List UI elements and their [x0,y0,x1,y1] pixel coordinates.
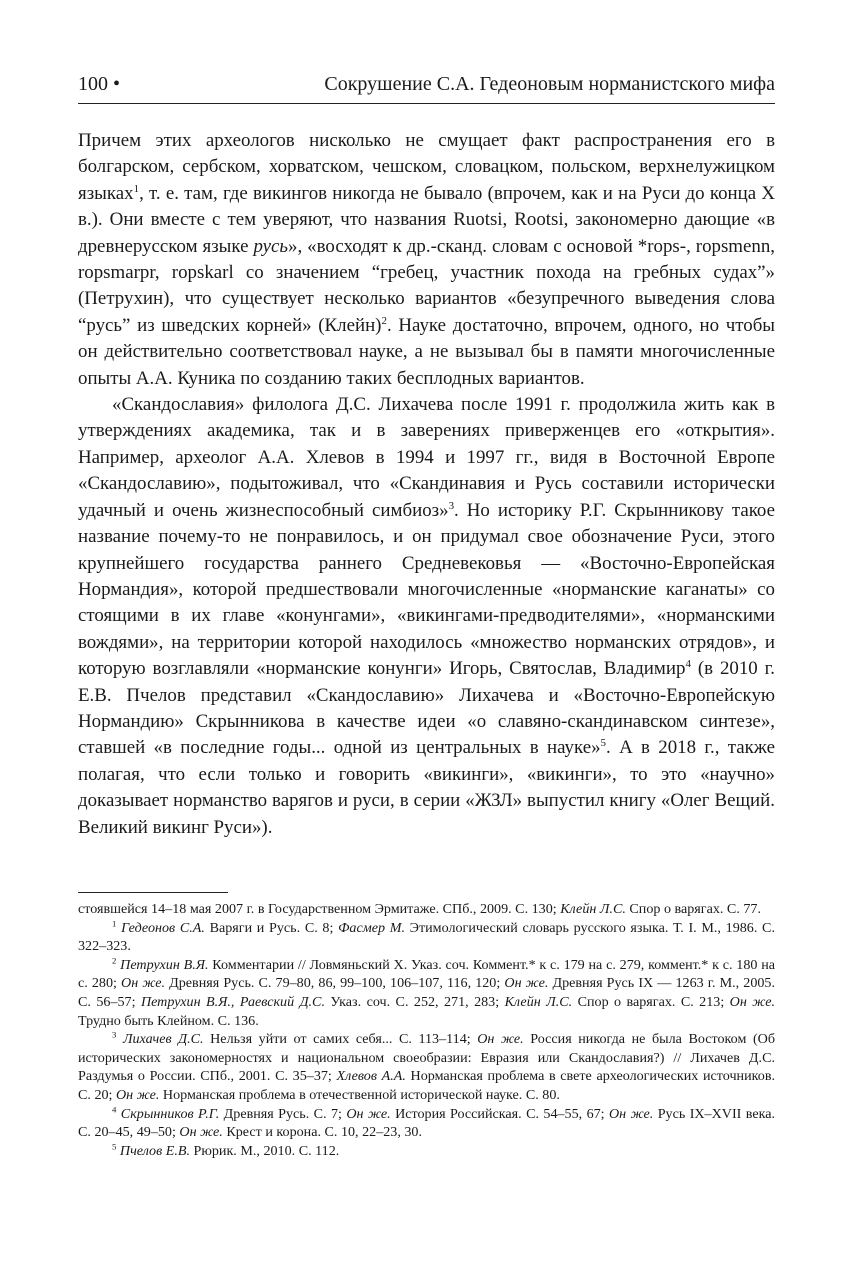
footnote-5 [78,1142,775,1161]
text-segment: Россия никогда не была Востоком (Об исторических закономерностях и национальном своеобразии: Евразия или Скандославия?) // Лихачев Д.С. Раздумья о России. СПб., 2001. С. 35–37; [78,1031,775,1085]
text-segment: Этимологический словарь русского языка. Т. I. М., 1986. С. 322–323. [78,919,775,955]
text-segment: Древняя Русь IX — 1263 г. М., 2005. С. 56–57; [78,975,775,1010]
author-name: Клейн Л.С. [560,901,626,917]
paragraph-1 [78,128,775,392]
author-name: Гедеонов С.А. [121,919,205,936]
author-name: Он же. [477,1031,524,1048]
footnote-ref: 5 [600,737,607,750]
footnotes [78,900,775,1160]
text-segment: «Скандославия» филолога Д.С. Лихачева после 1991 г. продолжила жить как в утверждениях академика, так и в заверениях приверженцев его «открытия». Например, археолог А.А. Хлевов в 1994 и 1997 гг., видя в Восточной Европе «Скандославию», подытоживал, что «Скандинавия и Русь составили исторически удачный и очень жизнеспособный симбиоз» [78,394,775,521]
author-name: Хлевов А.А. [336,1068,406,1085]
running-title: Сокрушение С.А. Гедеоновым норманистского мифа [324,73,775,95]
text-segment: . Но историку Р.Г. Скрынникову такое название почему-то не понравилось, и он придумал свое обозначение Руси, этого крупнейшего государства раннего Средневековья — «Восточно-Европейская Нормандия», которой предшествовали многочисленные «норманские каганаты» со стоящими в их главе «конунгами», «викингами-предводителями», «норманскими вождями», на территории которой находилось «множество норманских отрядов», и которую возглавляли «норманские конунги» Игорь, Святослав, Владимир [78,499,775,680]
footnote-number: 5 [112,1141,117,1152]
author-name: Он же. [179,1124,223,1141]
author-name: Петрухин В.Я., Раевский Д.С. [140,993,325,1010]
footnote-number: 4 [112,1104,117,1115]
text-segment: Трудно быть Клейном. С. 136. [78,1012,259,1029]
text-segment: Рюрик. М., 2010. С. 112. [189,1142,340,1159]
text-segment: (в 2010 г. Е.В. Пчелов представил «Скандославию» Лихачева и «Восточно-Европейскую Нормандию» Скрынникова в качестве идеи «о славяно-скандинавском синтезе», ставшей «в последние годы... одной из центральных в науке» [78,658,776,759]
footnote-ref: 3 [448,499,455,512]
footnote-number: 1 [112,918,117,929]
author-name: Пчелов Е.В. [119,1142,190,1159]
author-name: Он же. [121,975,166,992]
text-segment: », «восходят к др.-сканд. словам с основой *rops-, ropsmenn, ropsmarpr, ropskarl со значением “гребец, участник похода на гребных судах”» (Петрухин), что существует несколько вариантов «безупречного выведения слова “русь” из шведских корней» (Клейн) [78,235,776,336]
text-segment: Русь IX–XVII века. С. 20–45, 49–50; [78,1105,776,1141]
text-segment: , т. е. там, где викингов никогда не бывало (впрочем, как и на Руси до конца X в.). Они вместе с тем уверяют, что названия Ruotsi, Rootsi, закономерно дающие «в древнерусском языке [78,182,775,257]
author-name: Он же. [346,1105,391,1122]
page-number: 100 • [78,73,121,95]
author-name: Фасмер М. [338,919,405,936]
footnote-ref: 4 [685,658,691,671]
footnote-ref: 2 [381,315,387,328]
page-header [78,73,775,103]
text-segment: стоявшейся 14–18 мая 2007 г. в Государственном Эрмитаже. СПб., 2009. С. 130; [78,901,561,917]
text-segment: История Российская. С. 54–55, 67; [390,1105,609,1122]
paragraph-2 [78,392,775,841]
author-name: Скрынников Р.Г. [120,1105,220,1122]
author-name: Лихачев Д.С. [122,1031,204,1048]
text-segment: Спор о варягах. С. 77. [625,901,761,917]
text-segment: . А в 2018 г., также полагая, что если только и говорить «викинги», «викинги», то это «научно» доказывает норманство варягов и руси, в серии «ЖЗЛ» выпустил книгу «Олег Вещий. Великий викинг Руси»). [78,737,775,838]
footnote-3 [78,1030,775,1104]
footnote-rule [78,892,228,893]
text-segment: Древняя Русь. С. 7; [219,1105,347,1122]
main-text [78,128,775,841]
footnote-number: 2 [112,955,117,966]
text-segment: Крест и корона. С. 10, 22–23, 30. [222,1124,422,1141]
author-name: Петрухин В.Я. [120,956,209,973]
author-name: Он же. [115,1086,160,1103]
author-name: Он же. [729,993,775,1010]
text-segment: Указ. соч. С. 252, 271, 283; [324,993,505,1010]
text-segment: Причем этих археологов нисколько не смущает факт распространения его в болгарском, сербском, хорватском, чешском, словацком, польском, верхнелужицком языках [78,130,775,204]
footnote-1 [78,919,775,956]
footnote-ref: 1 [133,183,140,196]
text-segment: Норманская проблема в отечественной исторической науке. С. 80. [159,1086,560,1103]
footnote-2 [78,956,775,1030]
text-segment: Древняя Русь. С. 79–80, 86, 99–100, 106–107, 116, 120; [165,975,505,992]
footnote-continuation [78,900,775,919]
author-name: Он же. [504,975,549,992]
text-segment: Варяги и Русь. С. 8; [204,919,339,936]
emphasis: русь [253,235,289,257]
text-segment: . Науке достаточно, впрочем, одного, но чтобы он действительно соответствовал науке, а не вызывал бы в памяти многочисленные опыты А.А. Куника по созданию таких бесплодных вариантов. [78,314,775,389]
author-name: Клейн Л.С. [504,993,573,1010]
text-segment: Комментарии // Ловмяньский Х. Указ. соч. Коммент.* к с. 179 на с. 279, коммент.* к с. 180 на с. 280; [78,956,775,992]
text-segment: Нельзя уйти от самих себя... С. 113–114; [203,1031,478,1048]
footnote-number: 3 [112,1029,117,1040]
author-name: Он же. [609,1105,654,1122]
header-rule [78,103,775,104]
footnote-4 [78,1105,775,1142]
text-segment: Норманская проблема в свете археологических источников. С. 20; [78,1068,775,1103]
text-segment: Спор о варягах. С. 213; [572,993,730,1010]
